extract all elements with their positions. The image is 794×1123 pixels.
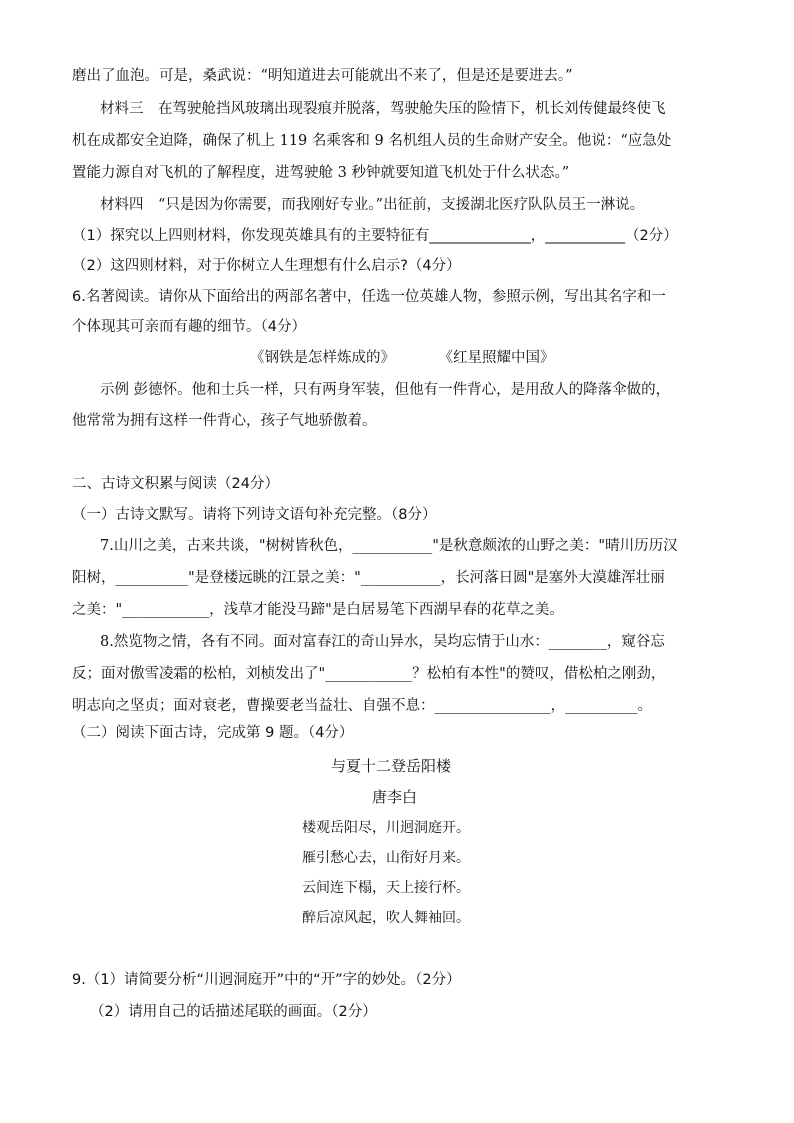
question-line: 9.（1）请简要分析“川迥洞庭开”中的“开”字的妙处。（2分） bbox=[72, 972, 461, 988]
text-line: 材料四 “只是因为你需要，而我刚好专业。”出征前，支援湖北医疗队队员王一淋说。 bbox=[100, 197, 645, 213]
section-heading: 二、古诗文积累与阅读（24分） bbox=[72, 476, 279, 492]
question-line: 个体现其可亲而有趣的细节。（4分） bbox=[72, 319, 306, 335]
poem-author: 唐李白 bbox=[372, 788, 418, 806]
poem-line: 醉后凉风起，吹人舞袖回。 bbox=[302, 910, 470, 926]
subsection-heading: （二）阅读下面古诗，完成第 9 题。（4分） bbox=[72, 725, 354, 741]
text-line: 材料三 在驾驶舱挡风玻璃出现裂痕并脱落，驾驶舱失压的险情下，机长刘传健最终使飞 bbox=[100, 101, 666, 117]
text-line: 明志向之坚贞；面对衰老，曹操要老当益壮、自强不息：________________，__________。 bbox=[72, 698, 652, 714]
text-line: 之美："____________，浅草才能没马蹄"是白居易笔下西湖早春的花草之美。 bbox=[72, 602, 564, 618]
book-titles: 《钢铁是怎样炼成的》 《红星照耀中国》 bbox=[250, 350, 555, 366]
poem-line: 楼观岳阳尽，川迥洞庭开。 bbox=[302, 820, 470, 836]
poem-line: 云间连下榻，天上接行杯。 bbox=[302, 880, 470, 896]
text-line: 阳树，__________"是登楼远眺的江景之美："___________，长河落日圆"是塞外大漠雄浑壮丽 bbox=[72, 570, 665, 586]
poem-title: 与夏十二登岳阳楼 bbox=[331, 757, 452, 775]
text-line: 磨出了血泡。可是，桑武说：“明知道进去可能就出不来了，但是还是要进去。” bbox=[72, 68, 573, 84]
question-line: （2）这四则材料，对于你树立人生理想有什么启示?（4分） bbox=[72, 258, 461, 274]
question-line: （1）探究以上四则材料，你发现英雄具有的主要特征有______________，___________（2分） bbox=[72, 228, 678, 244]
subsection-heading: （一）古诗文默写。请将下列诗文语句补充完整。（8分） bbox=[72, 507, 437, 523]
question-line: （2）请用自己的话描述尾联的画面。（2分） bbox=[90, 1004, 377, 1020]
example-line: 他常常为拥有这样一件背心，孩子气地骄傲着。 bbox=[72, 413, 377, 429]
text-line: 反；面对傲雪凌霜的松柏，刘桢发出了"____________？松柏有本性"的赞叹，借松柏之刚劲， bbox=[72, 666, 666, 682]
poem-line: 雁引愁心去，山衔好月来。 bbox=[302, 850, 470, 866]
text-line: 8.然览物之情，各有不同。面对富春江的奇山异水，吴均忘情于山水：________，窥谷忘 bbox=[100, 634, 665, 650]
example-line: 示例 彭德怀。他和士兵一样，只有两身军装，但他有一件背心，是用敌人的降落伞做的， bbox=[100, 382, 671, 398]
question-line: 6.名著阅读。请你从下面给出的两部名著中，任选一位英雄人物，参照示例，写出其名字和一 bbox=[72, 289, 666, 305]
text-line: 置能力源自对飞机的了解程度，进驾驶舱 3 秒钟就要知道飞机处于什么状态。” bbox=[72, 165, 570, 181]
text-line: 7.山川之美，古来共谈，"树树皆秋色，___________"是秋意颇浓的山野之美："晴川历历汉 bbox=[100, 538, 678, 554]
text-line: 机在成都安全迫降，确保了机上 119 名乘客和 9 名机组人员的生命财产安全。他说：“应急处 bbox=[72, 133, 672, 149]
